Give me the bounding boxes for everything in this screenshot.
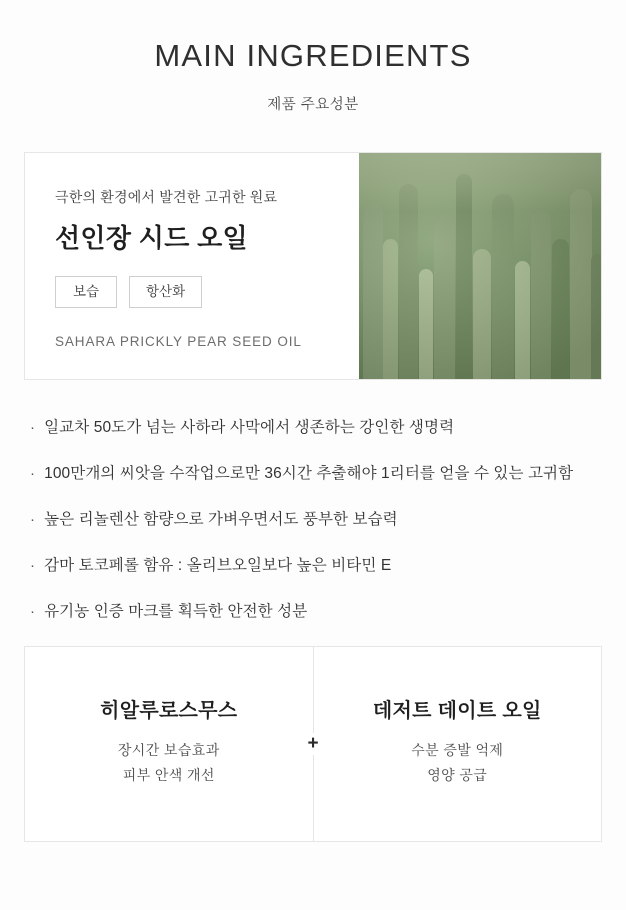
page-subtitle: 제품 주요성분 [267,97,359,113]
photo-vignette [359,153,601,379]
ingredient-tag-row [55,276,359,308]
list-item [30,600,598,624]
ingredient-card [24,152,602,380]
list-item-text: 일교차 50도가 넘는 사하라 사막에서 생존하는 강인한 생명력 [44,419,455,436]
ingredient-heading: 선인장 시드 오일 [55,223,248,253]
list-item [30,554,598,578]
bullet-dot-icon: · [30,511,36,529]
secondary-ingredient-left [25,647,313,841]
ingredient-card-text [25,153,359,379]
secondary-ingredient-left-line2: 피부 안색 개선 [122,766,215,783]
list-item [30,508,598,532]
bullet-dot-icon: · [30,557,36,575]
page-header [0,0,626,114]
secondary-ingredient-left-title: 히알루로스무스 [100,700,238,723]
list-item-text: 유기농 인증 마크를 획득한 안전한 성분 [44,603,308,621]
list-item-text: 높은 리놀렌산 함량으로 가벼우면서도 풍부한 보습력 [44,511,398,529]
page-title: MAIN INGREDIENTS [154,38,472,73]
secondary-ingredient-right-title: 데저트 데이트 오일 [372,700,542,723]
secondary-ingredient-right-line2: 영양 공급 [427,766,488,783]
secondary-ingredient-left-line1: 장시간 보습효과 [117,742,220,759]
list-item [30,462,598,486]
bullet-dot-icon: · [30,465,36,483]
benefit-list [30,416,598,624]
secondary-ingredients-panel [24,646,602,842]
cactus-photo [359,153,601,379]
ingredient-tag-moisture: 보습 [55,276,117,308]
ingredient-tag-antioxidant: 항산화 [129,276,202,308]
plus-icon: + [302,733,324,755]
ingredient-eyebrow: 극한의 환경에서 발견한 고귀한 원료 [55,189,278,205]
secondary-ingredient-right-line1: 수분 증발 억제 [411,742,504,759]
bullet-dot-icon: · [30,603,36,621]
list-item [30,416,598,440]
list-item-text: 감마 토코페롤 함유 : 올리브오일보다 높은 비타민 E [44,557,392,575]
secondary-ingredient-right [314,647,602,841]
bullet-dot-icon: · [30,419,36,436]
list-item-text: 100만개의 씨앗을 수작업으로만 36시간 추출해야 1리터를 얻을 수 있는 고귀함 [44,465,574,483]
ingredient-latin-name: SAHARA PRICKLY PEAR SEED OIL [55,333,302,349]
